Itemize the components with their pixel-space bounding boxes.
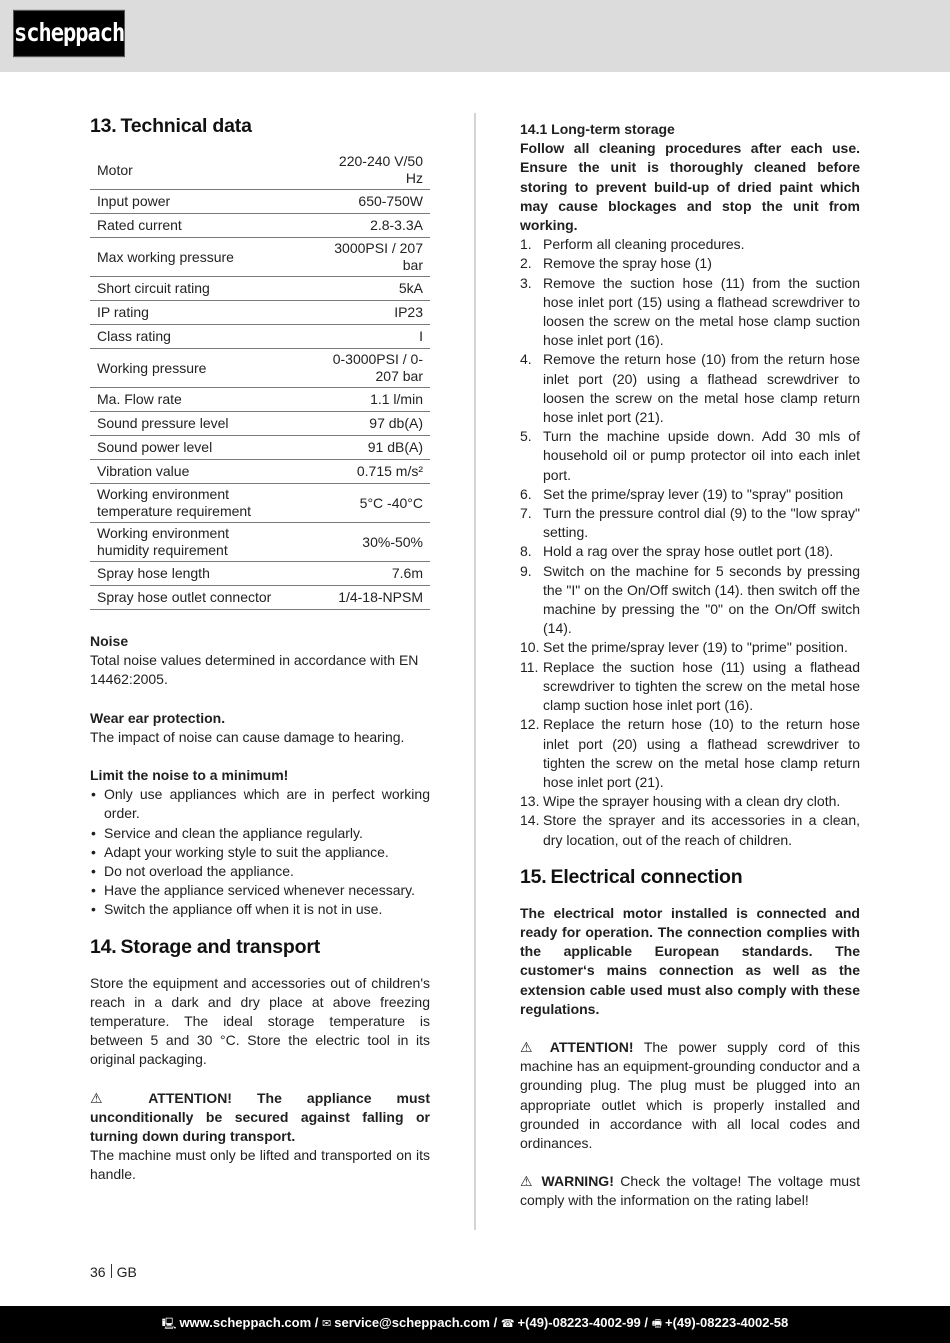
spec-label: Motor (97, 161, 133, 178)
spec-label: Spray hose outlet connector (97, 589, 272, 605)
step-number: 2. (520, 255, 532, 272)
spec-label: Ma. Flow rate (97, 391, 182, 407)
step-text: Set the prime/spray lever (19) to "spray" position (543, 485, 844, 502)
website-link[interactable]: www.scheppach.com (179, 1315, 312, 1330)
spec-label: Working pressure (97, 359, 207, 376)
long-term-storage-steps (520, 235, 860, 850)
spec-value: IP23 (394, 304, 423, 320)
step-number: 6. (520, 485, 532, 502)
spec-value: 2.8-3.3A (370, 217, 423, 233)
spec-value: 91 dB(A) (367, 439, 423, 455)
spec-value: 220-240 V/50 Hz (338, 153, 423, 186)
list-item (520, 658, 860, 716)
storage-title: 14. Storage and transport (90, 935, 321, 958)
list-item (520, 504, 860, 542)
table-row (90, 325, 430, 349)
spec-value: 5kA (398, 280, 423, 296)
list-item: • Switch the appliance off when it is not in use. (90, 900, 430, 919)
table-row (90, 388, 430, 412)
phone-number: +(49)-08223-4002-99 (517, 1315, 641, 1330)
list-item (520, 254, 860, 273)
step-number: 13. (520, 793, 540, 810)
warning-triangle-icon: ⚠ (520, 1038, 540, 1055)
table-row (90, 562, 430, 586)
spec-value: 0-3000PSI / 0-207 bar (332, 351, 423, 384)
spec-value: 0.715 m/s² (356, 463, 423, 479)
table-row (90, 412, 430, 436)
list-item: • Adapt your working style to suit the appliance. (90, 843, 430, 862)
step-number: 8. (520, 543, 532, 560)
storage-text: Store the equipment and accessories out of children's reach in a dark and dry place at above freezing temperature. The ideal storage temperature is between 5 and 30 °C. Store the electric tool in its original packaging. (90, 974, 430, 1068)
spec-label: Working environment humidity requirement (97, 525, 230, 558)
step-number: 4. (520, 351, 532, 368)
list-item (520, 638, 860, 657)
table-row (90, 190, 430, 214)
electrical-warning: ⚠ WARNING! Check the voltage! The voltage must comply with the information on the rating label! (520, 1173, 860, 1209)
list-item: • Service and clean the appliance regularly. (90, 824, 430, 843)
spec-value: 650-750W (358, 193, 423, 209)
spec-value: 97 db(A) (369, 415, 423, 431)
step-number: 10. (520, 639, 540, 656)
spec-value: 5°C -40°C (359, 494, 423, 511)
list-item (520, 562, 860, 639)
noise-text: Total noise values determined in accordance with EN 14462:2005. (90, 652, 419, 688)
computer-icon: 🖳 (161, 1318, 177, 1330)
list-item (520, 542, 860, 561)
electrical-title: 15. Electrical connection (520, 865, 743, 888)
step-number: 14. (520, 812, 540, 829)
electrical-intro: The electrical motor installed is connected and ready for operation. The connection complies with the applicable European standards. The customer‘s mains connection as well as the extension cable used must also comply with these regulations. (520, 904, 860, 1017)
long-term-storage-intro: Follow all cleaning procedures after each use. Ensure the unit is thoroughly cleaned before storing to prevent build-up of dried paint which may cause blockages and stop the unit from working. (520, 140, 860, 234)
step-text: Switch on the machine for 5 seconds by pressing the "I" on the On/Off switch (14). then switch off the machine by pressing the "0" on the On/Off switch (14). (543, 562, 860, 637)
table-row (90, 586, 430, 610)
list-item (520, 274, 860, 351)
step-text: Turn the pressure control dial (9) to the "low spray" setting. (543, 505, 860, 541)
long-term-storage-heading: 14.1 Long-term storage (520, 121, 675, 137)
fax-number: +(49)-08223-4002-58 (665, 1315, 789, 1330)
storage-attention: ⚠ ATTENTION! The appliance must unconditionally be secured against falling or turning down during transport. (90, 1089, 430, 1145)
noise-heading: Noise (90, 633, 129, 649)
scheppach-logo: scheppach (13, 10, 125, 57)
spec-label: Max working pressure (97, 248, 234, 265)
table-row (90, 151, 430, 190)
spec-label: Working environment temperature requirement (97, 486, 252, 519)
table-row (90, 301, 430, 325)
electrical-attention: ⚠ ATTENTION! The power supply cord of this machine has an equipment-grounding conductor and a grounding plug. The plug must be plugged into an appropriate outlet which is properly installed and grounded in accordance with all local codes and ordinances. (520, 1038, 860, 1151)
ear-protection-text: The impact of noise can cause damage to hearing. (90, 728, 405, 745)
step-text: Remove the suction hose (11) from the suction hose inlet port (15) using a flathead screwdriver to loosen the screw on the metal hose clamp suction hose inlet port (16). (543, 274, 860, 349)
list-item (520, 350, 860, 427)
step-text: Store the sprayer and its accessories in a clean, dry location, out of the reach of children. (543, 812, 860, 848)
limit-noise-heading: Limit the noise to a minimum! (90, 767, 289, 784)
list-item: • Only use appliances which are in perfect working order. (90, 785, 430, 823)
email-link[interactable]: service@scheppach.com (334, 1315, 490, 1330)
table-row (90, 484, 430, 523)
technical-data-table (90, 151, 430, 610)
step-number: 11. (520, 658, 539, 675)
noise-bullet-list (90, 785, 430, 919)
spec-label: Class rating (97, 328, 171, 344)
list-item (520, 235, 860, 254)
spec-value: I (419, 328, 423, 344)
step-number: 12. (520, 716, 540, 733)
step-text: Wipe the sprayer housing with a clean dry cloth. (543, 793, 841, 810)
spec-label: IP rating (97, 304, 149, 320)
spec-value: 3000PSI / 207 bar (334, 240, 423, 273)
spec-value: 1/4-18-NPSM (338, 589, 423, 605)
table-row (90, 460, 430, 484)
step-text: Remove the return hose (10) from the return hose inlet port (20) using a flathead screwdriver to loosen the screw on the metal hose clamp return hose inlet port (21). (543, 351, 860, 426)
mail-icon: ✉ (322, 1318, 332, 1330)
spec-label: Short circuit rating (97, 280, 210, 296)
technical-data-title: 13. Technical data (90, 115, 252, 137)
spec-label: Spray hose length (97, 565, 210, 581)
table-row (90, 214, 430, 238)
table-row (90, 436, 430, 460)
header-bar (0, 0, 950, 72)
list-item: • Have the appliance serviced whenever necessary. (90, 881, 430, 900)
list-item (520, 811, 860, 849)
ear-protection-heading: Wear ear protection. (90, 709, 226, 726)
spec-label: Sound pressure level (97, 415, 229, 431)
spec-label: Rated current (97, 217, 182, 233)
list-item (520, 485, 860, 504)
right-column (520, 120, 860, 1211)
table-row (90, 349, 430, 388)
spec-label: Input power (97, 193, 171, 209)
list-item: • Do not overload the appliance. (90, 862, 430, 881)
step-text: Perform all cleaning procedures. (543, 236, 745, 253)
spec-value: 7.6m (391, 565, 423, 581)
step-text: Replace the return hose (10) to the return hose inlet port (20) using a flathead screwdriver to tighten the screw on the metal hose clamp return hose inlet port (21). (543, 716, 860, 790)
warning-triangle-icon: ⚠ (520, 1173, 536, 1190)
footer-bar: 🖳 www.scheppach.com / ✉ service@scheppach.com / ☎ +(49)-08223-4002-99 / 🖷 +(49)-08223-4002-58 (0, 1306, 950, 1343)
list-item (520, 792, 860, 811)
list-item (520, 715, 860, 792)
spec-value: 1.1 l/min (370, 391, 423, 407)
table-row (90, 523, 430, 562)
left-column (90, 113, 430, 1185)
table-row (90, 238, 430, 277)
fax-icon: 🖷 (651, 1318, 663, 1330)
page-separator (111, 1264, 112, 1278)
step-number: 5. (520, 428, 532, 445)
step-text: Hold a rag over the spray hose outlet port (18). (543, 543, 834, 560)
step-number: 3. (520, 274, 532, 291)
step-text: Replace the suction hose (11) using a flathead screwdriver to tighten the screw on the metal hose clamp suction hose inlet port (16). (543, 658, 860, 714)
step-number: 9. (520, 562, 532, 579)
list-item (520, 427, 860, 485)
step-number: 7. (520, 505, 532, 522)
spec-value: 30%-50% (362, 533, 423, 550)
phone-icon: ☎ (500, 1318, 515, 1330)
step-text: Remove the spray hose (1) (543, 255, 712, 272)
page-number: 36 GB (90, 1264, 137, 1280)
spec-label: Sound power level (97, 439, 213, 455)
storage-attention-text: The machine must only be lifted and transported on its handle. (90, 1147, 430, 1183)
table-row (90, 277, 430, 301)
column-divider (474, 113, 476, 1230)
spec-label: Vibration value (97, 463, 190, 479)
step-text: Turn the machine upside down. Add 30 mls of household oil or pump protector oil into each inlet port. (543, 428, 860, 483)
warning-triangle-icon: ⚠ (90, 1089, 124, 1106)
step-number: 1. (520, 236, 532, 253)
step-text: Set the prime/spray lever (19) to "prime" position. (543, 639, 848, 656)
